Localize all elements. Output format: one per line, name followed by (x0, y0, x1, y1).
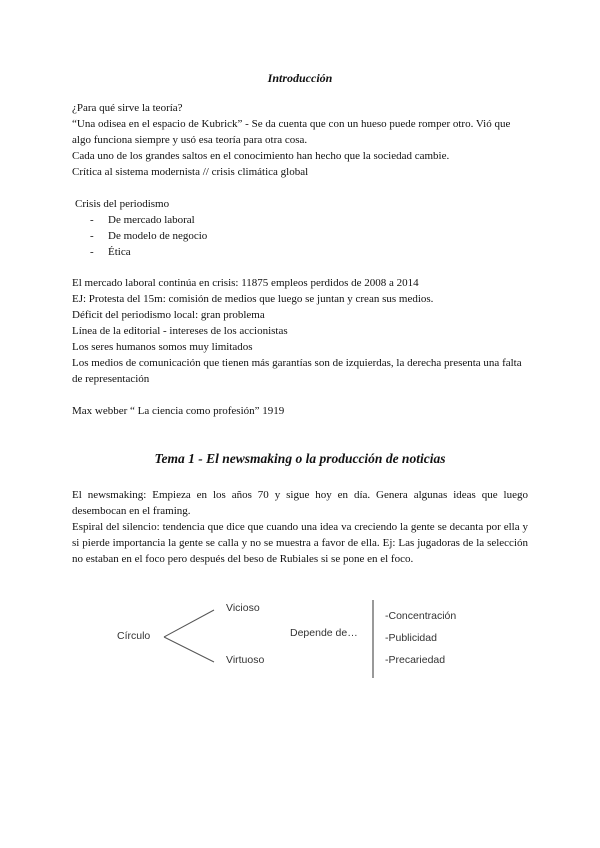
fact-line: Déficit del periodismo local: gran problema (72, 309, 265, 321)
diagram-factor: -Precariedad (385, 654, 446, 666)
crisis-item: - De mercado laboral (90, 214, 195, 226)
fact-line: EJ: Protesta del 15m: comisión de medios que luego se juntan y crean sus medios. (72, 293, 434, 305)
diagram-middle: Depende de… (290, 627, 358, 639)
intro-line: ¿Para qué sirve la teoría? (72, 102, 183, 114)
diagram-factor: -Publicidad (385, 632, 437, 644)
fact-line: Los medios de comunicación que tienen más garantías son de izquierdas, la derecha presenta una falta (72, 357, 522, 369)
diagram-branch-top: Vicioso (226, 602, 260, 614)
diagram-lines (0, 590, 600, 690)
circle-diagram (0, 590, 600, 690)
espiral-paragraph: Espiral del silencio: tendencia que dice que cuando una idea va creciendo la gente se decanta por ella y si pierde importancia la gente se calla y no se muestra a favor de ella. Ej: Las jugadoras de la selección no estaban en el foco pero después del beso de Rubiales si se pone en el foco. (72, 521, 528, 565)
branch-line-top (164, 610, 214, 637)
fact-line: Línea de la editorial - intereses de los accionistas (72, 325, 288, 337)
fact-line: El mercado laboral continúa en crisis: 11875 empleos perdidos de 2008 a 2014 (72, 277, 419, 289)
fact-line: Los seres humanos somos muy limitados (72, 341, 253, 353)
intro-line: Crítica al sistema modernista // crisis climática global (72, 166, 309, 178)
branch-line-bottom (164, 637, 214, 662)
intro-title: Introducción (267, 71, 333, 85)
diagram-factor: -Concentración (385, 610, 457, 622)
crisis-heading: Crisis del periodismo (75, 198, 170, 210)
crisis-item: - Ética (90, 246, 131, 258)
intro-line: Cada uno de los grandes saltos en el conocimiento han hecho que la sociedad cambie. (72, 150, 450, 162)
fact-line: de representación (72, 373, 150, 385)
quote-line: Max webber “ La ciencia como profesión” 1919 (72, 405, 285, 417)
intro-line: “Una odisea en el espacio de Kubrick” - Se da cuenta que con un hueso puede romper otro. Vió que (72, 118, 511, 130)
crisis-item: - De modelo de negocio (90, 230, 208, 242)
newsmaking-paragraph: El newsmaking: Empieza en los años 70 y sigue hoy en día. Genera algunas ideas que luego desembocan en el framing. (72, 489, 528, 517)
diagram-root: Círculo (117, 630, 151, 642)
tema1-title: Tema 1 - El newsmaking o la producción de noticias (154, 451, 446, 466)
diagram-branch-bottom: Virtuoso (226, 654, 265, 666)
intro-line: algo funciona siempre y usó esa teoría para otra cosa. (72, 134, 308, 146)
